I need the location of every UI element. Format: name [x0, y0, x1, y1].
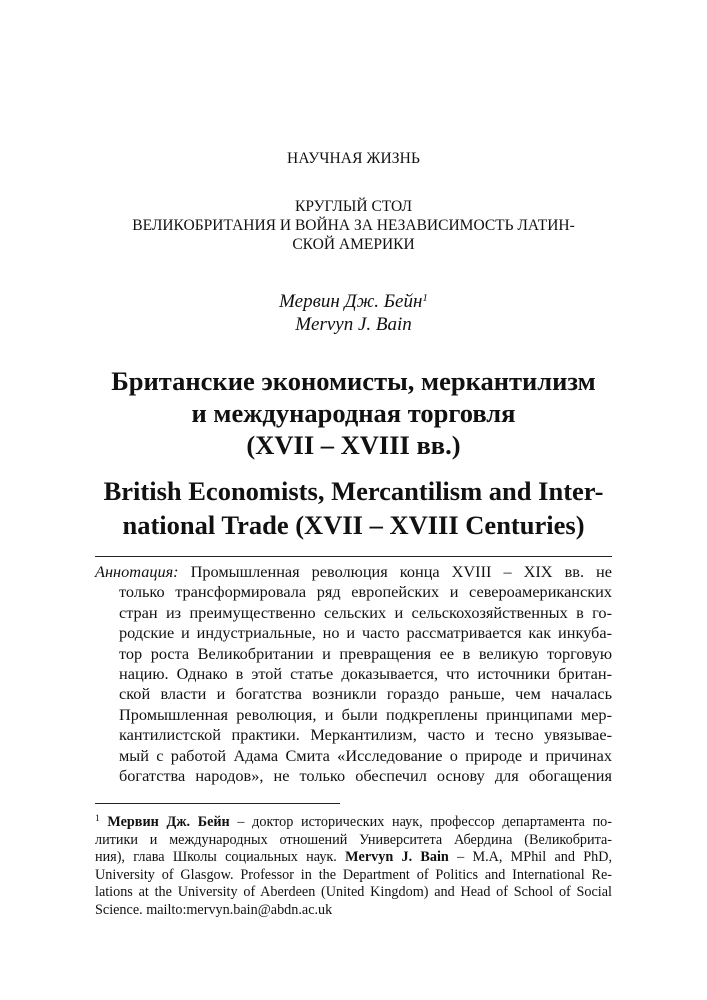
abstract-first-text: Промышленная революция конца XVIII – XIX вв. не [190, 562, 612, 581]
abstract-line [95, 562, 612, 582]
section-heading: НАУЧНАЯ ЖИЗНЬ [287, 150, 420, 167]
footnote-author-ru: Мервин Дж. Бейн [107, 814, 230, 830]
title-ru-line: (XVII – XVIII вв.) [246, 430, 461, 460]
author-ru-text: Мервин Дж. Бейн [279, 291, 423, 312]
round-table-line: ВЕЛИКОБРИТАНИЯ И ВОЙНА ЗА НЕЗАВИСИМОСТЬ ЛАТИН- [132, 217, 575, 234]
title-ru-line: Британские экономисты, меркантилизм [111, 366, 596, 396]
footnote-line: Science. mailto:mervyn.bain@abdn.ac.uk [95, 901, 333, 918]
round-table-heading [0, 197, 707, 254]
abstract-line: мый с работой Адама Смита «Исследование о природе и причинах [119, 745, 612, 765]
footnote-text: – M.A, MPhil and PhD, [448, 849, 612, 866]
abstract-line: Промышленная революция, и были подкреплены принципами мер- [119, 704, 612, 724]
authors-block [0, 290, 707, 336]
footnote-line: lations at the University of Aberdeen (United Kingdom) and Head of School of Social [95, 884, 612, 901]
round-table-line: КРУГЛЫЙ СТОЛ [295, 198, 412, 215]
abstract-line: только трансформировала ряд европейских и североамериканских [119, 582, 612, 602]
footnote-line [95, 814, 612, 832]
abstract-line: ской власти и богатства возникли гораздо раньше, чем началась [119, 684, 612, 704]
abstract-line: тор роста Великобритании и превращения ее в великую торговую [119, 643, 612, 663]
footnote-text: – доктор исторических наук, профессор департамента по- [229, 814, 612, 830]
abstract-line: нацию. Однако в этой статье доказывается, что источники британ- [119, 664, 612, 684]
footnote [95, 814, 612, 920]
article-title-en [0, 474, 707, 542]
footnote-author-en: Mervyn J. Bain [345, 849, 449, 866]
author-name-en: Mervyn J. Bain [295, 314, 412, 335]
abstract-line: стран из преимущественно сельских и сельскохозяйственных в го- [119, 602, 612, 622]
abstract-label: Аннотация: [95, 562, 179, 581]
title-en-line: British Economists, Mercantilism and Inter- [103, 476, 604, 506]
round-table-line: СКОЙ АМЕРИКИ [292, 236, 415, 253]
abstract-line: кантилистской практики. Меркантилизм, часто и тесно увязывае- [119, 725, 612, 745]
footnote-line [95, 849, 612, 867]
abstract [95, 562, 612, 786]
title-ru-line: и международная торговля [191, 398, 516, 428]
abstract-line: богатства народов», не только обеспечил основу для обогащения [119, 766, 612, 786]
abstract-divider [95, 556, 612, 557]
article-title-ru [0, 365, 707, 461]
footnote-divider [95, 803, 340, 804]
footnote-line: University of Glasgow. Professor in the Department of Politics and International Re- [95, 866, 612, 883]
footnote-text: ния), глава Школы социальных наук. [95, 849, 346, 866]
author-name-ru [0, 290, 707, 313]
footnote-number: 1 [95, 814, 100, 824]
abstract-line: родские и индустриальные, но и часто рассматривается как инкуба- [119, 623, 612, 643]
footnote-line: литики и международных отношений Университета Абердина (Великобрита- [95, 831, 612, 848]
title-en-line: national Trade (XVII – XVIII Centuries) [122, 510, 585, 540]
footnote-marker: 1 [422, 292, 428, 304]
